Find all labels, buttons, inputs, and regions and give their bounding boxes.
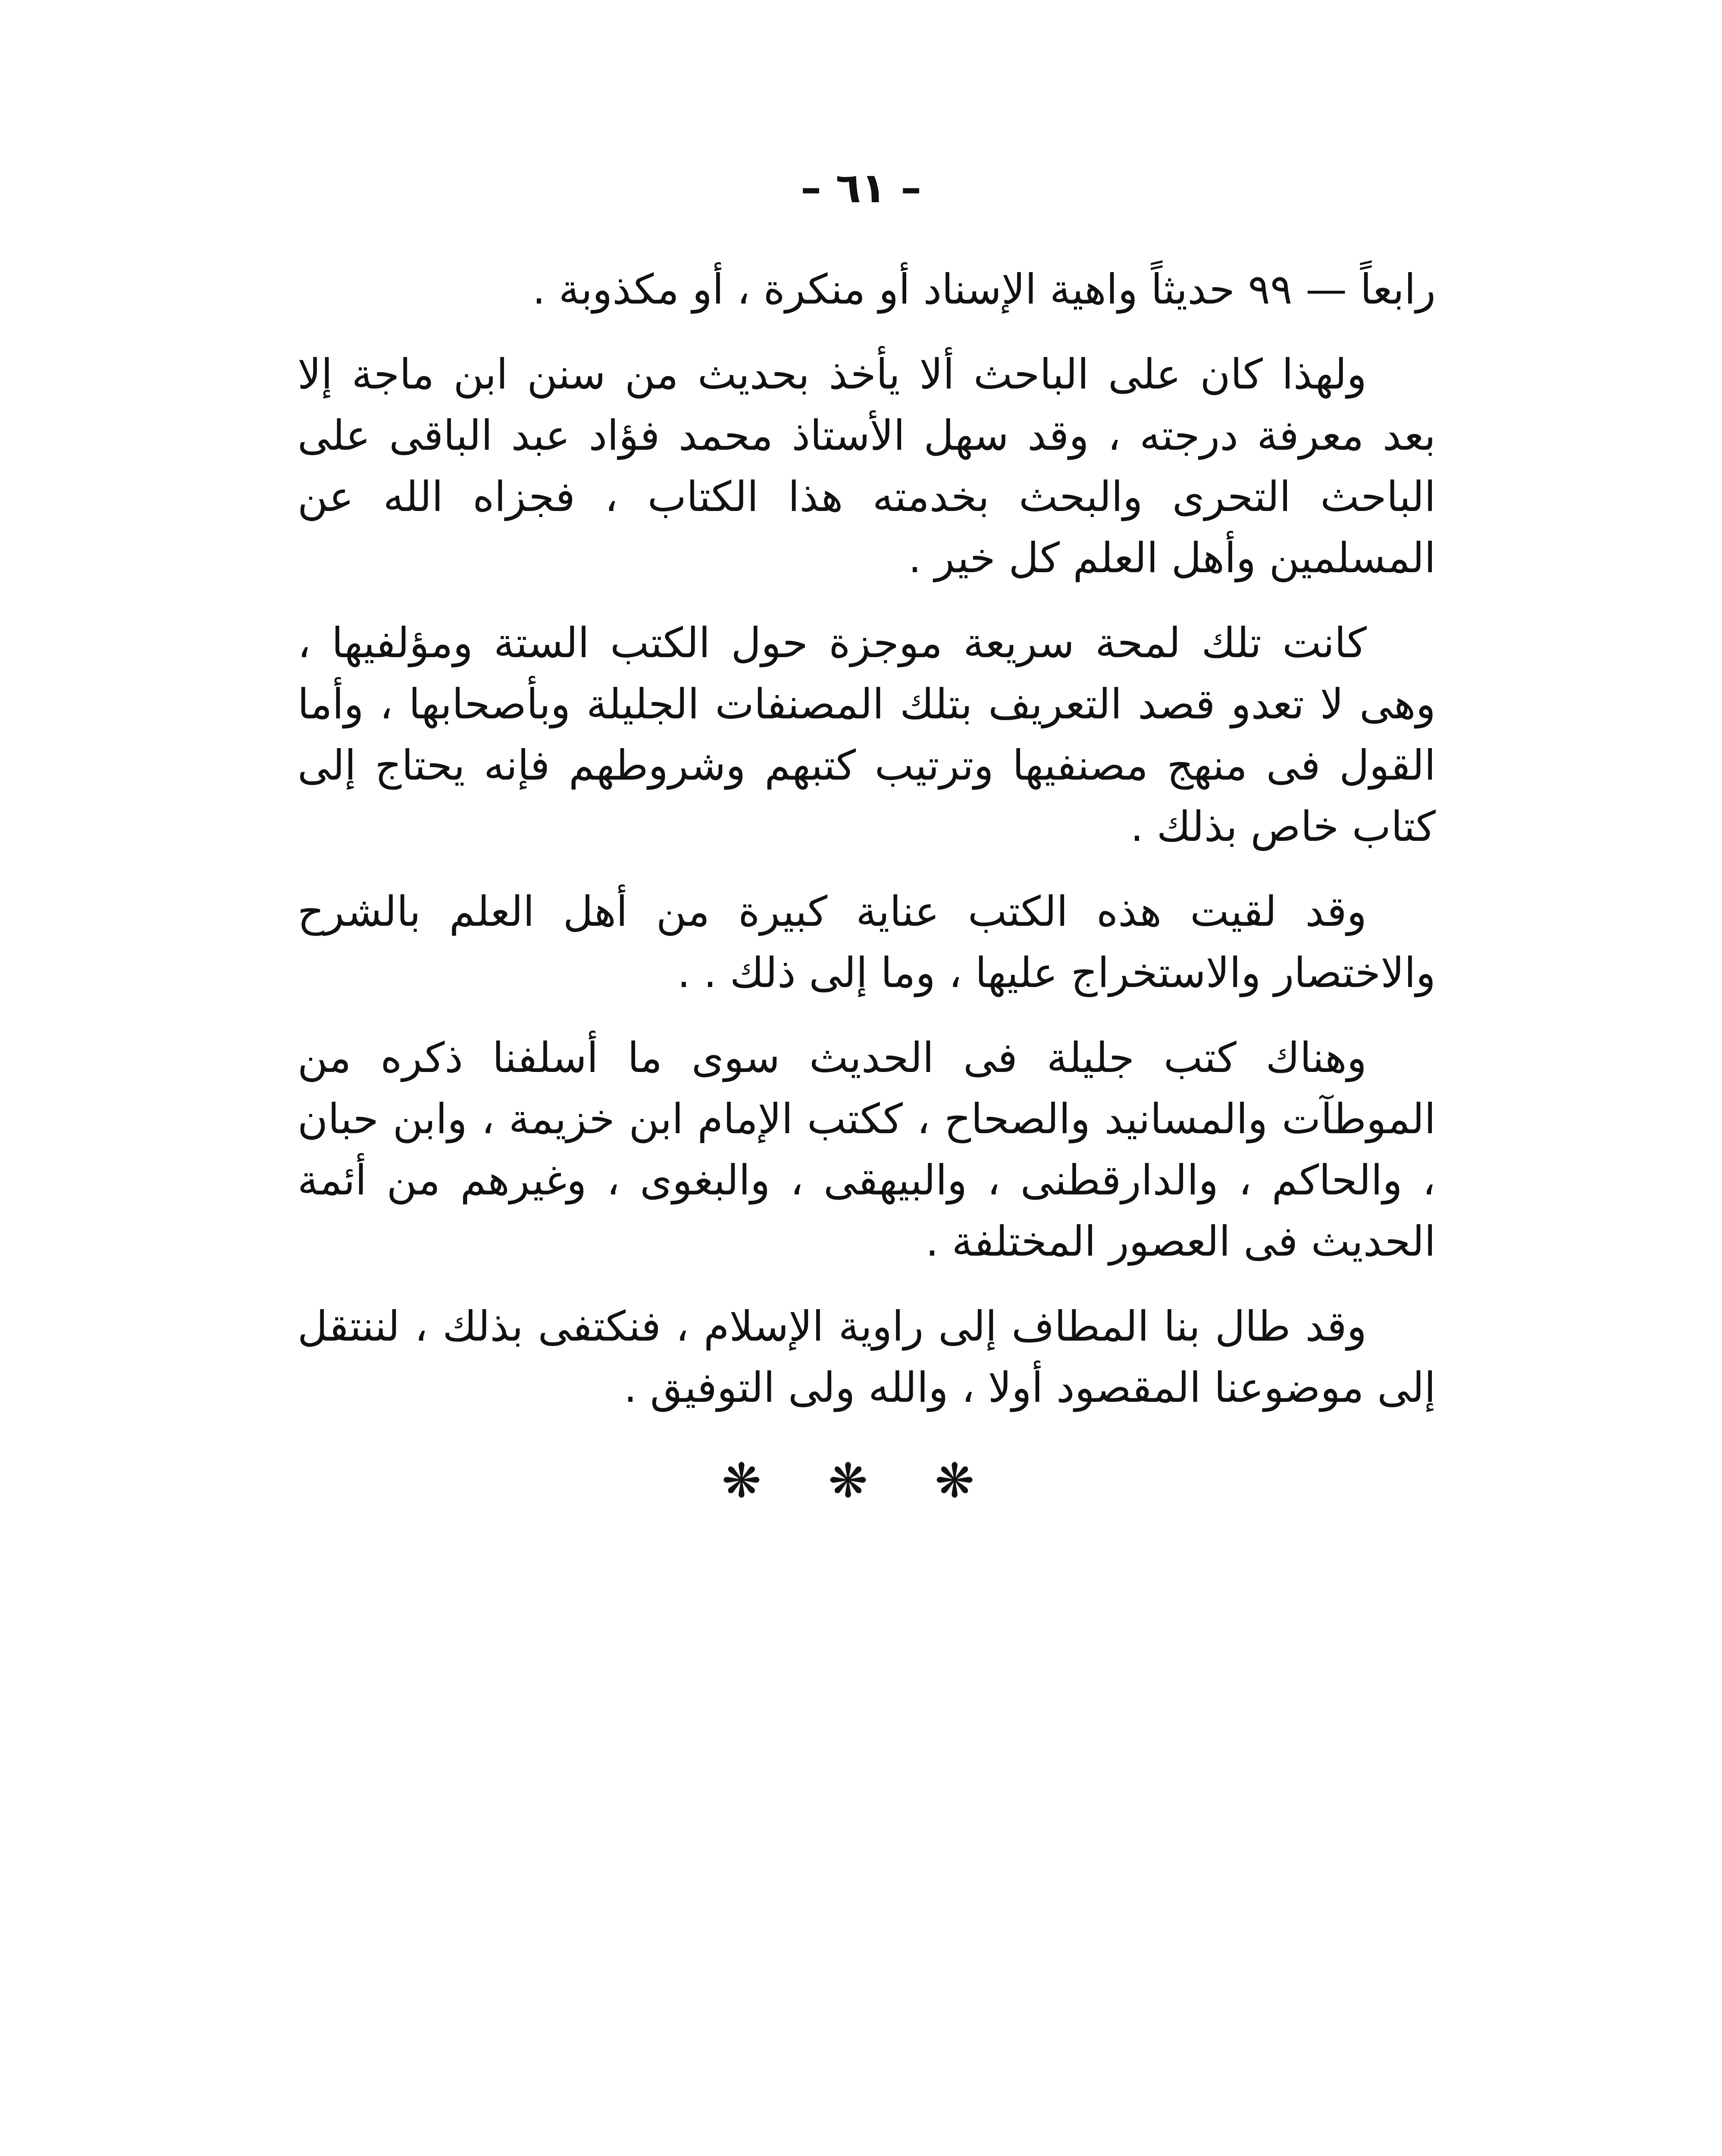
- paragraph-1: رابعاً — ٩٩ حديثاً واهية الإسناد أو منكرة ، أو مكذوبة .: [532, 265, 1436, 313]
- paragraph-4: وقد لقيت هذه الكتب عناية كبيرة من أهل العلم بالشرح والاختصار والاستخراج عليها ، وما إلى ذلك . .: [297, 887, 1436, 997]
- page-number: – ٦١ –: [800, 164, 922, 212]
- asterisk-ornament-icon: ❋ ❋ ❋: [721, 1453, 1001, 1508]
- paragraph-3: كانت تلك لمحة سريعة موجزة حول الكتب الستة ومؤلفيها ، وهى لا تعدو قصد التعريف بتلك المصنفات الجليلة وبأصحابها ، وأما القول فى منهج مصنفيها وترتيب كتبهم وشروطهم فإنه يحتاج إلى كتاب خاص بذلك .: [297, 619, 1436, 851]
- paragraph-2: ولهذا كان على الباحث ألا يأخذ بحديث من سنن ابن ماجة إلا بعد معرفة درجته ، وقد سهل الأستاذ محمد فؤاد عبد الباقى على الباحث التحرى والبحث بخدمته هذا الكتاب ، فجزاه الله عن المسلمين وأهل العلم كل خير .: [297, 350, 1436, 582]
- paragraph-6: وقد طال بنا المطاف إلى راوية الإسلام ، فنكتفى بذلك ، لننتقل إلى موضوعنا المقصود أولا ، والله ولى التوفيق .: [297, 1302, 1436, 1412]
- body-text: [297, 259, 1436, 1442]
- paragraph-5: وهناك كتب جليلة فى الحديث سوى ما أسلفنا ذكره من الموطآت والمسانيد والصحاح ، ككتب الإمام ابن خزيمة ، وابن حبان ، والحاكم ، والدارقطنى ، والبيهقى ، والبغوى ، وغيرهم من أئمة الحديث فى العصور المختلفة .: [297, 1034, 1436, 1266]
